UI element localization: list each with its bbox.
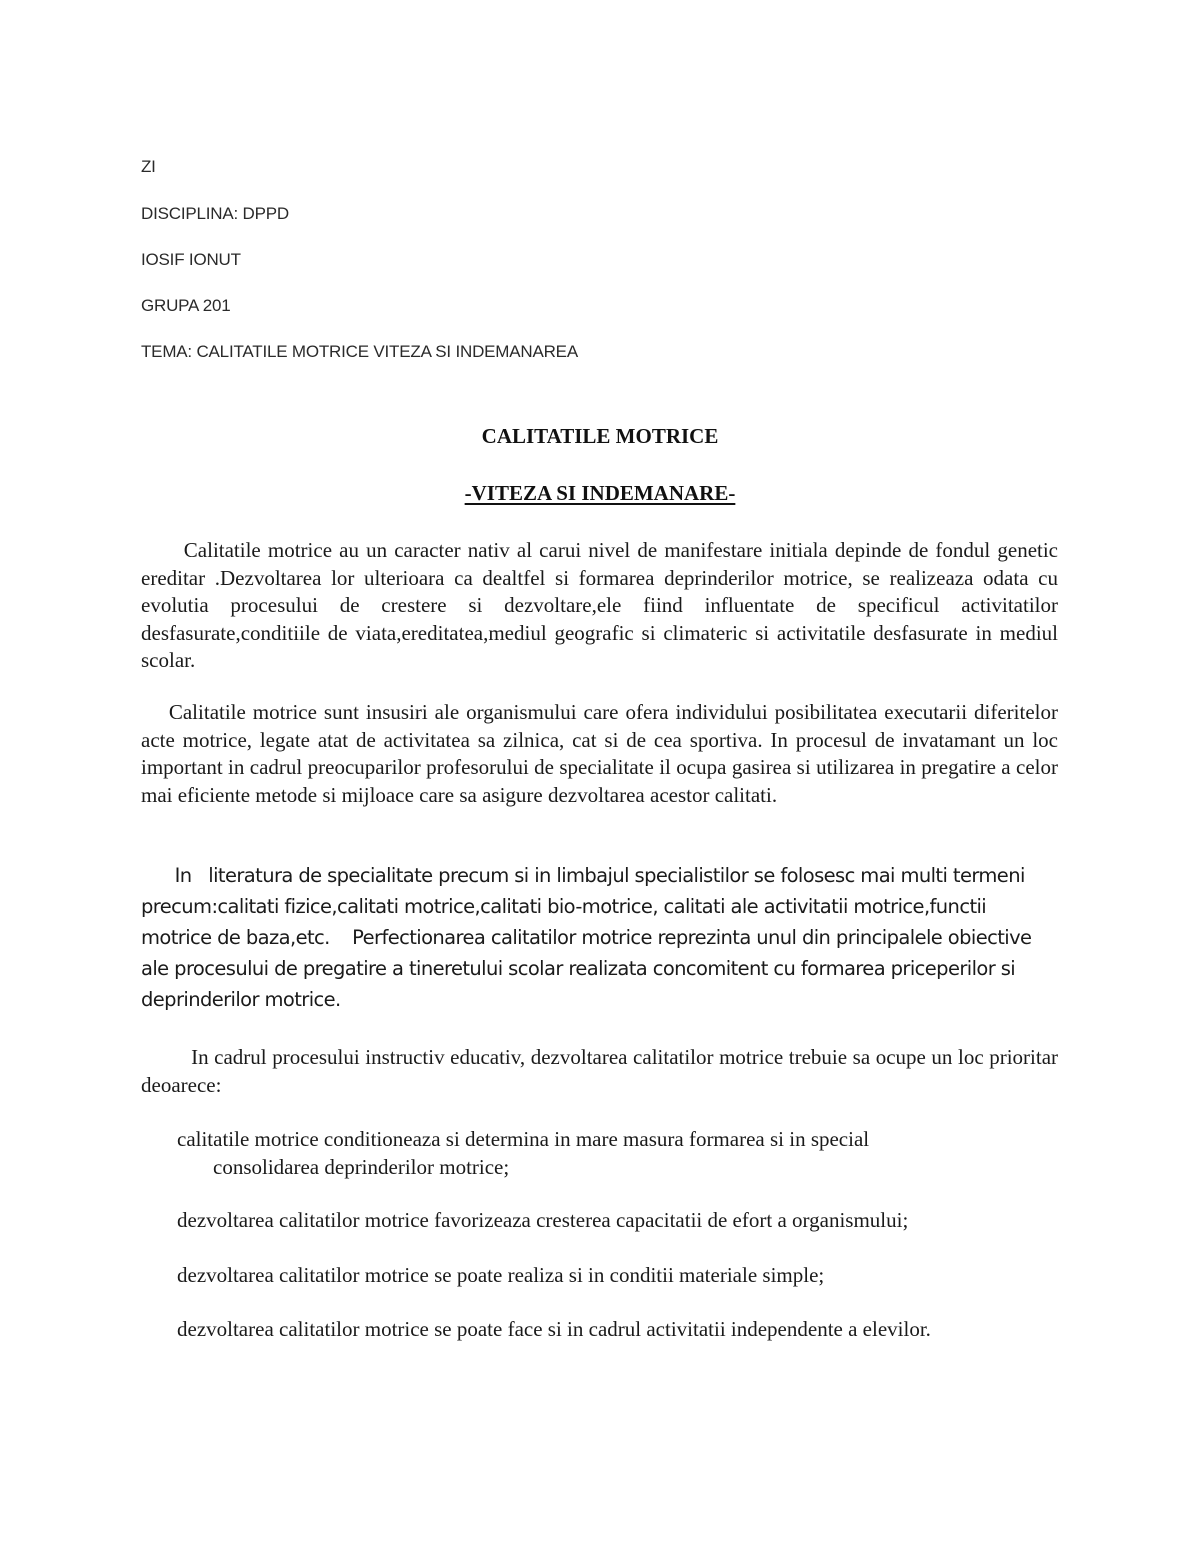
list-item: dezvoltarea calitatilor motrice se poate realiza si in conditii materiale simple; [177,1263,825,1287]
paragraph-3: In literatura de specialitate precum si in limbajul specialistilor se folosesc mai multi termeni precum:calitati fizice,calitati motrice,calitati bio-motrice, calitati ale activitatii motrice,functii motrice de baza,etc. Perfectionarea calitatilor motrice reprezinta unul din principalele obiective ale procesului de pregatire a tineretului scolar realizata concomitent cu formarea priceperilor si deprinderilor motrice. [141,864,1038,1011]
group-label: GRUPA 201 [141,296,231,315]
document-subtitle: -VITEZA SI INDEMANARE- [464,481,736,505]
student-name: IOSIF IONUT [141,250,241,269]
paragraph-1: Calitatile motrice au un caracter nativ al carui nivel de manifestare initiala depinde de fondul genetic ereditar .Dezvoltarea lor ulterioara ca dealtfel si formarea deprinderilor motrice, se realizeaza odata cu evolutia procesului de crestere si dezvoltare,ele fiind influentate de specificul activitatilor desfasurate,conditiile de viata,ereditatea,mediul geografic si climateric si activitatile desfasurate in mediul scolar. [141,538,1064,672]
discipline-label: DISCIPLINA: DPPD [141,204,289,223]
day-label: ZI [141,157,156,176]
list-item-continuation: consolidarea deprinderilor motrice; [213,1154,510,1179]
topic-label: TEMA: CALITATILE MOTRICE VITEZA SI INDEMANAREA [141,342,578,361]
list-item [177,1126,1058,1181]
document-title: CALITATILE MOTRICE [481,424,719,448]
list-item: dezvoltarea calitatilor motrice se poate face si in cadrul activitatii independente a elevilor. [177,1317,931,1341]
paragraph-2: Calitatile motrice sunt insusiri ale organismului care ofera individului posibilitatea executarii diferitelor acte motrice, legate atat de activitatea sa zilnica, cat si de cea sportiva. In procesul de invatamant un loc important in cadrul preocuparilor profesorului de specialitate il ocupa gasirea si utilizarea in pregatire a celor mai eficiente metode si mijloace care sa asigure dezvoltarea acestor calitati. [141,700,1064,807]
paragraph-4: In cadrul procesului instructiv educativ, dezvoltarea calitatilor motrice trebuie sa ocupe un loc prioritar deoarece: [141,1045,1064,1097]
list-item-text: calitatile motrice conditioneaza si determina in mare masura formarea si in special [177,1127,870,1151]
list-item: dezvoltarea calitatilor motrice favorizeaza cresterea capacitatii de efort a organismului; [177,1208,909,1232]
